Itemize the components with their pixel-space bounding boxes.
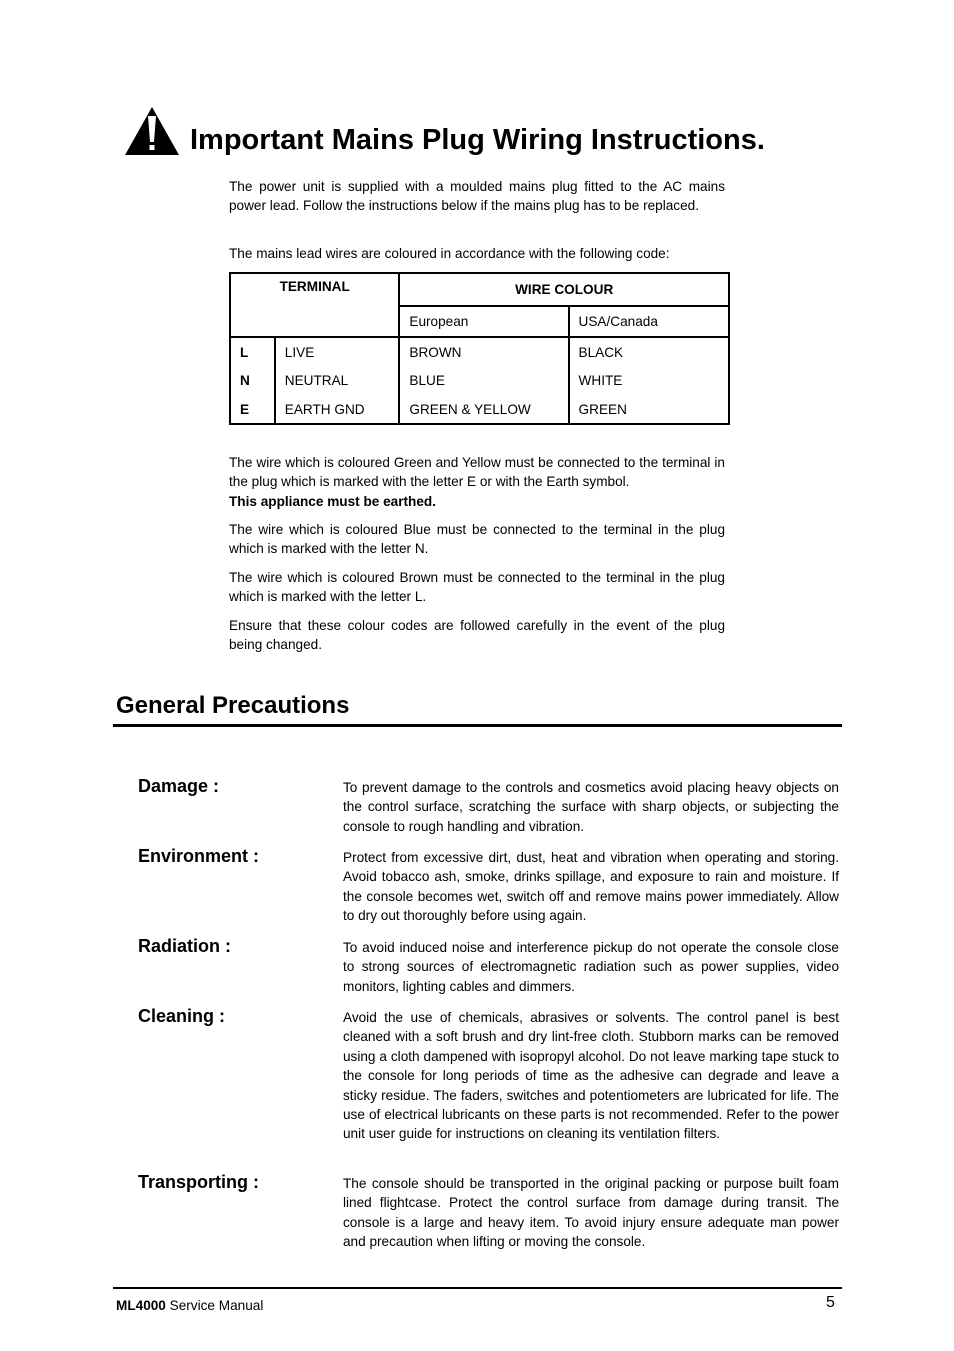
footer-model: ML4000	[116, 1298, 166, 1313]
usa-colour: BLACK	[569, 337, 729, 366]
subheader-usa: USA/Canada	[569, 306, 729, 337]
precaution-text-transporting: The console should be transported in the original packing or purpose built foam lined flightcase. Protect the control surface from damage during transit. The console is a large and heavy item. To avoid injury ensure adequate man power and precaution when lifting or moving the console.	[343, 1176, 839, 1250]
precaution-text-radiation: To avoid induced noise and interference pickup do not operate the console close to strong sources of electromagnetic radiation such as power supplies, video monitors, lighting cables and dimmers.	[343, 940, 839, 994]
footer-title	[116, 1298, 263, 1313]
subheader-european: European	[399, 306, 568, 337]
terminal-code: N	[230, 366, 275, 395]
section-title: General Precautions	[116, 692, 350, 719]
precaution-label-radiation: Radiation :	[138, 936, 231, 956]
header-terminal: TERMINAL	[230, 273, 399, 337]
green-yellow-text: The wire which is coloured Green and Yellow must be connected to the terminal in the plug which is marked with the letter E or with the Earth symbol.	[229, 455, 725, 490]
page-number: 5	[826, 1294, 835, 1311]
usa-colour: GREEN	[569, 395, 729, 424]
terminal-code: E	[230, 395, 275, 424]
precaution-label-damage: Damage :	[138, 776, 220, 796]
european-colour: GREEN & YELLOW	[399, 395, 568, 424]
precaution-text-environment: Protect from excessive dirt, dust, heat and vibration when operating and storing. Avoid tobacco ash, smoke, drinks spillage, and exposure to rain and moisture. If the console becomes wet, switch off and remove mains power immediately. Allow to dry out thoroughly before using again.	[343, 850, 839, 924]
section-rule	[113, 724, 842, 727]
intro-paragraph: The mains lead wires are coloured in accordance with the following code:	[229, 246, 670, 261]
footer-manual: Service Manual	[165, 1298, 264, 1313]
terminal-code: L	[230, 337, 275, 366]
page-title: Important Mains Plug Wiring Instructions.	[190, 124, 765, 156]
precaution-text-cleaning: Avoid the use of chemicals, abrasives or solvents. The control panel is best cleaned with a soft brush and dry lint-free cloth. Stubborn marks can be removed using a cloth dampened with isopropyl alcohol. Do not leave marking tape stuck to the console for long periods of time as the adhesive can degrade and leave a sticky residue. The faders, switches and potentiometers are lubricated for life. The use of electrical lubricants on these parts is not recommended. Refer to the power unit user guide for instructions on cleaning its ventilation filters.	[343, 1010, 839, 1142]
usa-colour: WHITE	[569, 366, 729, 395]
terminal-name: EARTH GND	[275, 395, 400, 424]
wiring-paragraph-brown: The wire which is coloured Brown must be connected to the terminal in the plug which is marked with the letter L.	[229, 570, 725, 605]
earthed-warning: This appliance must be earthed.	[229, 493, 436, 509]
precaution-label-environment: Environment :	[138, 846, 260, 866]
wire-colour-table	[229, 272, 730, 425]
wiring-paragraph-green-yellow	[229, 453, 725, 511]
wiring-paragraph-ensure: Ensure that these colour codes are followed carefully in the event of the plug being changed.	[229, 618, 725, 653]
precaution-text-damage: To prevent damage to the controls and cosmetics avoid placing heavy objects on the control surface, scratching the surface with sharp objects, or subjecting the console to rough handling and vibration.	[343, 780, 839, 834]
wiring-paragraph-blue: The wire which is coloured Blue must be connected to the terminal in the plug which is marked with the letter N.	[229, 522, 725, 557]
footer-rule	[113, 1287, 842, 1289]
terminal-name: NEUTRAL	[275, 366, 400, 395]
warning-triangle-icon	[124, 106, 180, 156]
european-colour: BLUE	[399, 366, 568, 395]
header-wire-colour: WIRE COLOUR	[399, 273, 729, 306]
intro-paragraph: The power unit is supplied with a moulded mains plug fitted to the AC mains power lead. Follow the instructions below if the mains plug has to be replaced.	[229, 179, 725, 214]
precaution-label-cleaning: Cleaning :	[138, 1006, 226, 1026]
terminal-name: LIVE	[275, 337, 400, 366]
precaution-label-transporting: Transporting :	[138, 1172, 259, 1192]
european-colour: BROWN	[399, 337, 568, 366]
